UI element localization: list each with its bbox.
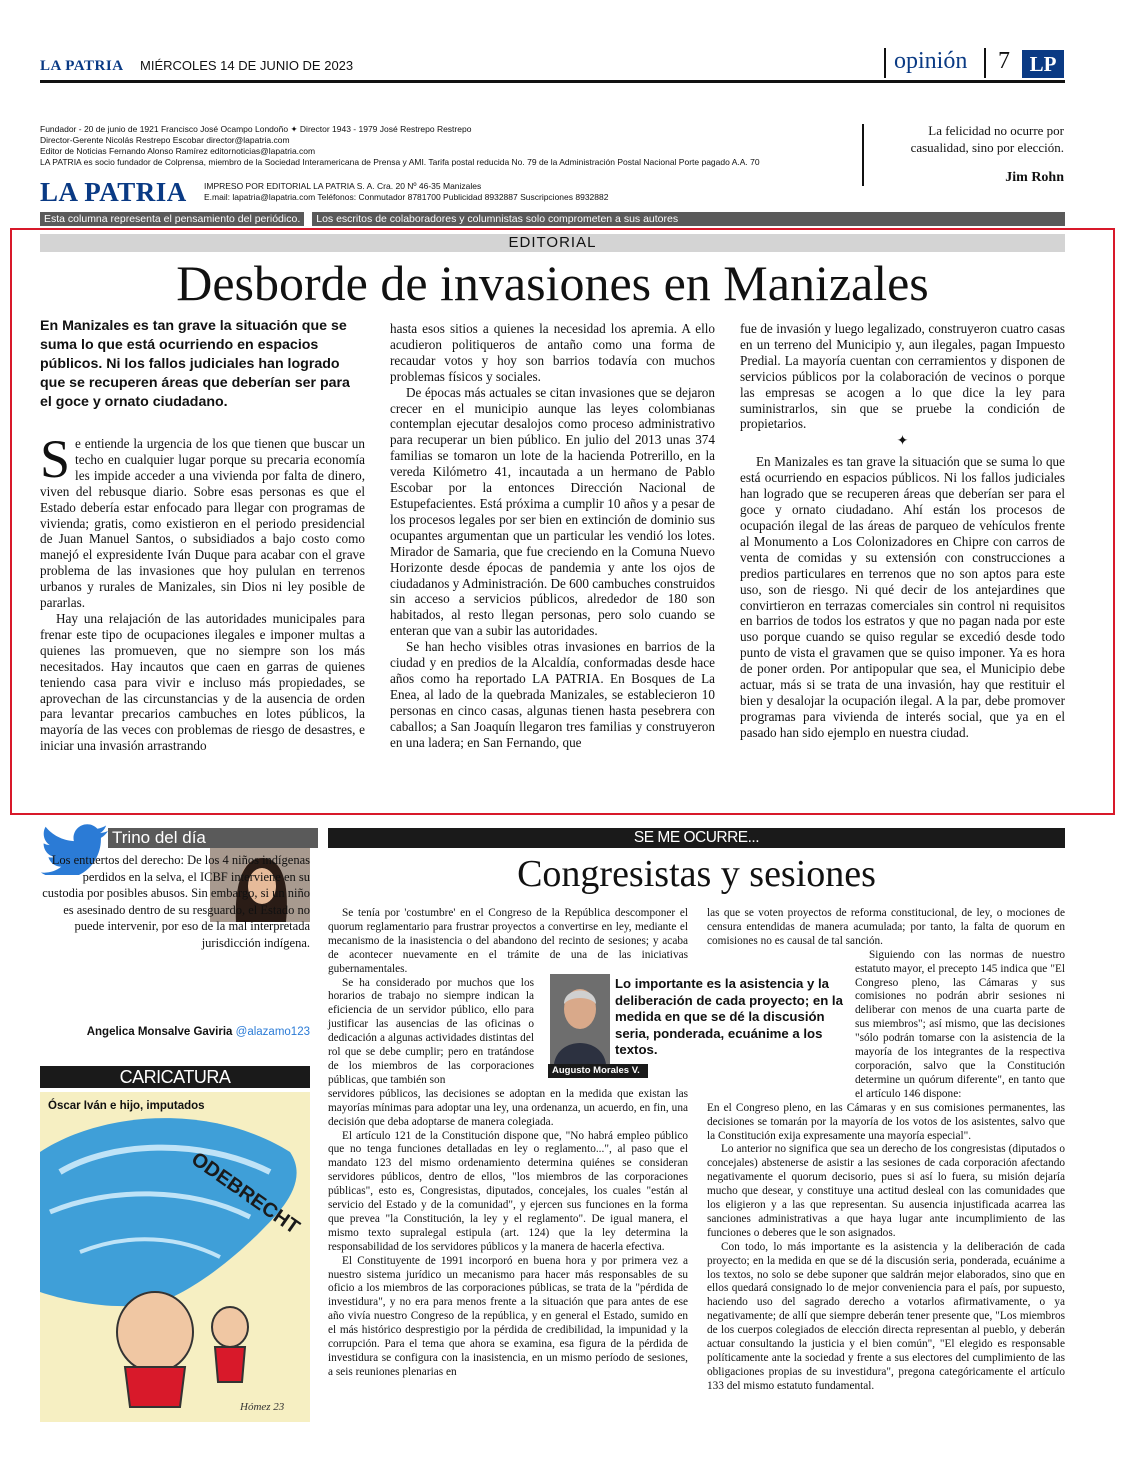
paragraph: servidores públicos, las decisiones se adoptan en la medida que existan las mayorías mínimas para adoptar una ley, una ordenanza, un acuerdo, en fin, una decisión que deba adoptarse de manera colegiada. <box>328 1087 688 1128</box>
caricatura-image <box>40 1092 310 1422</box>
printed-line-2: E.mail: lapatria@lapatria.com Teléfonos: Conmutador 8781700 Publicidad 8932887 Suscripciones 8932882 <box>204 192 609 202</box>
editorial-kicker: EDITORIAL <box>40 234 1065 252</box>
masthead-founders: Fundador - 20 de junio de 1921 Francisco José Ocampo Londoño ✦ Director 1943 - 1979 José Restrepo Restrepo <box>40 124 472 134</box>
trino-author-name: Angelica Monsalve Gaviria <box>86 1026 233 1038</box>
editorial-lead: En Manizales es tan grave la situación que se suma lo que está ocurriendo en espacios públicos. Ni los fallos judiciales han logrado que se recuperen áreas que deberían ser para el goce y ornato ciudadano. <box>40 318 350 410</box>
trino-title: Trino del día <box>108 828 318 848</box>
column-author: Augusto Morales V. <box>548 1064 648 1078</box>
brand-logo: LA PATRIA <box>40 58 124 74</box>
page-number: 7 <box>984 48 1010 78</box>
diamond-divider-icon: ✦ <box>896 434 909 450</box>
lp-badge: LP <box>1022 50 1064 78</box>
paragraph: hasta esos sitios a quienes la necesidad los apremia. A ello acudieron politiqueros de antaño como una forma de recaudar votos y hoy son barrios todavía con muchos problemas físicos y sociales. <box>390 321 715 384</box>
author-photo <box>550 974 610 1064</box>
paragraph: El Constituyente de 1991 incorporó en buena hora y por primera vez a nuestro sistema jurídico un mecanismo para hacer más responsables de su oficio a los miembros de las corporaciones públicas, se trata de la "pérdida de investidura", y no era para menos frente a la situación que para antes de ese año vivía nuestro Congreso de la república, y en general el Estado, sumido en el más histórico desprestigio por la pérdida de credibilidad, la impunidad y la corrupción. Para el tema que ahora se examina, esa figura de la pérdida de investidura se configura con la inasistencia, en un mismo período de sesiones, a seis reuniones plenarias en <box>328 1254 688 1378</box>
disclaimer-right: Los escritos de colaboradores y columnistas solo comprometen a sus autores <box>316 213 679 225</box>
trino-text: Los entuertos del derecho: De los 4 niños indígenas perdidos en la selva, el ICBF interviene en su custodia por posibles abusos. Sin embargo, si un niño es asesinado dentro de su resguardo, el Estado no puede intervenir, por eso de la mal interpretada jurisdicción indígena. <box>42 853 310 950</box>
paragraph: En el Congreso pleno, en las Cámaras y en sus comisiones permanentes, las decisiones se tomarán por la mayoría de los votos de los asistentes, salvo que la Constitución exija expresamente una mayoría especial". <box>707 1101 1065 1142</box>
editorial-column-1 <box>40 429 365 754</box>
trino-author <box>40 1026 310 1038</box>
masthead-editor: Editor de Noticias Fernando Alonso Ramírez editornoticias@lapatria.com <box>40 146 316 156</box>
column-kicker: SE ME OCURRE... <box>328 828 1065 848</box>
editorial-column-2 <box>390 321 715 750</box>
caricatura-caption: Óscar Iván e hijo, imputados <box>48 1100 205 1112</box>
caricatura-wave-text: ODEBRECHT <box>187 1148 304 1239</box>
quote-rule <box>862 124 864 186</box>
header-date: MIÉRCOLES 14 DE JUNIO DE 2023 <box>140 58 354 73</box>
paragraph: Se han hecho visibles otras invasiones en barrios de la ciudad y en predios de la Alcaldía, conformadas desde hace años como ha reportado LA PATRIA. En Bosques de La Enea, al lado de la quebrada Manizales, se establecieron 10 personas en cinco casas, algunas tienen hasta pesebrera con caballos; a San Joaquín llegaron tres familias y construyeron en una ladera; en San Fernando, que <box>390 639 715 750</box>
header-rule <box>40 80 1065 83</box>
disclaimer-left: Esta columna representa el pensamiento del periódico. <box>44 213 301 225</box>
paragraph: fue de invasión y luego legalizado, construyeron cuatro casas en un terreno del Municipio y, aun ilegales, pagan Impuesto Predial. La mayoría cuentan con cerramientos y disponen de servicios públicos por la colaboración de vecinos o porque las empresas se acogen a lo que dice la ley para suministrarlos, sin que se pruebe la condición de propietarios. <box>740 321 1065 432</box>
pull-quote: Lo importante es la asistencia y la deliberación de cada proyecto; en la medida en que se dé la discusión seria, ponderada, ecuánime a los textos. <box>615 976 843 1058</box>
paragraph: El artículo 121 de la Constitución dispone que, "No habrá empleo público que no tenga funciones detalladas en ley o reglamento...", al paso que el mandato 123 del mismo ordenamiento determina quiénes se consideran servidores públicos, dentro de ellos, "los miembros de las corporaciones públicas", esto es, Congresistas, diputados, concejales, los cuales "están al servicio del Estado y de la comunidad", y ejercen sus funciones en la forma que prevea "la Constitución, la ley y el reglamento". De igual manera, el mismo texto supralegal estipula (art. 124) que la ley determina la responsabilidad de los servidores públicos y la manera de hacerla efectiva. <box>328 1129 688 1253</box>
section-label: opinión <box>884 48 967 78</box>
drop-cap: S <box>40 429 71 489</box>
column-headline: Congresistas y sesiones <box>517 853 876 895</box>
caricatura-signature: Hómez 23 <box>240 1401 285 1413</box>
quote-author: Jim Rohn <box>1005 170 1064 185</box>
paragraph: Siguiendo con las normas de nuestro estatuto mayor, el precepto 145 indica que "El Congreso pleno, las Cámaras y sus comisiones no podrán abrir sesiones ni deliberar con menos de una cuarta parte de sus miembros"; así mismo, que las decisiones "sólo podrán tomarse con la asistencia de la mayoría de los integrantes de la respectiva corporación, salvo que la Constitución determine un quórum diferente", en tanto que el artículo 146 dispone: <box>855 948 1065 1100</box>
paragraph: Hay una relajación de las autoridades municipales para frenar este tipo de ocupaciones ilegales e imponer multas a quienes las promueven, que no siempre son los más necesitados. Hay incautos que caen en garras de quienes teniendo casa para vivir e incluso más propiedades, se aprovechan de las circunstancias y de la ausencia de orden para levantar precarios cambuches en lotes públicos, la mayoría de las veces con problemas de riesgo de desastres, e iniciar una invasión arrastrando <box>40 610 365 754</box>
paragraph: De épocas más actuales se citan invasiones que se dejaron crecer en el municipio aunque las leyes colombianas contemplan ejecutar desalojos como proceso administrativo para recuperar un bien público. En julio del 2013 unas 374 familias se tomaron un lote de la hacienda Potrerillo, en la vereda Kilómetro 41, incautada a un hermano de Pablo Escobar por la entonces Dirección Nacional de Estupefacientes. Está próxima a cumplir 10 años y a pesar de los procesos legales por ser bien en extinción de dominio sus ocupantes argumentan que un particular les vendió los lotes. Mirador de Samaria, que fue creciendo en la Comuna Nuevo Horizonte desde épocas de pandemia y ante los ojos de ciudadanos y Administración. De 600 cambuches construidos sin acceso a servicios públicos, alrededor de 180 son habitados, al resto llegan personas, pero solo cuando se enteran que van a subir las autoridades. <box>390 384 715 639</box>
paragraph: e entiende la urgencia de los que tienen que buscar un techo en cualquier lugar porque su precaria economía les impide acceder a una vivienda por falta de dinero, viven del rebusque diario. Sobre esas personas es que el Estado debería estar enfocado para llegar con programas de vivienda; gratis, como existieron en el periodo presidencial de Juan Manuel Santos, o subsidiados a bajo costo como manejó el expresidente Iván Duque para acabar con el grave problema de las invasiones que hoy pululan en terrenos urbanos y rurales de Manizales, sin Dios ni ley posible de pararlas. <box>40 436 365 611</box>
editorial-column-3 <box>740 321 1065 741</box>
printed-line-1: IMPRESO POR EDITORIAL LA PATRIA S. A. Cra. 20 Nº 46-35 Manizales <box>204 181 482 191</box>
editorial-headline: Desborde de invasiones en Manizales <box>176 255 929 311</box>
paragraph: Con todo, lo más importante es la asistencia y la deliberación de cada proyecto; en la medida en que se dé la discusión seria, ponderada, ecuánime a los textos, no solo se debe suponer que saldrán mejor elaborados, sino que en ellos quedará consignado lo de mejor conveniencia para el país, por supuesto, haciendo uso del sagrado derecho a votarlos afirmativamente, o ya negativamente; de allí que siempre deberán tener presente que, "Los miembros de los cuerpos colegiados de elección directa representan al pueblo, y deberán actuar consultando la justicia y el bien común", "El elegido es responsable políticamente ante la sociedad y frente a sus electores del cumplimiento de las obligaciones propias de su investidura", pregona categóricamente el artículo 133 del mismo estatuto fundamental. <box>707 1240 1065 1392</box>
paragraph: Se tenía por 'costumbre' en el Congreso de la República descomponer el quorum reglamentario para frustrar proyectos a convertirse en ley, mediante el mecanismo de la inasistencia o del abandono del recinto de sesiones; y acaba de acontecer nuevamente en el trámite de una de las iniciativas gubernamentales. <box>328 907 688 975</box>
caricatura-title: CARICATURA <box>40 1066 310 1088</box>
masthead-info: LA PATRIA es socio fundador de Colprensa, miembro de la Sociedad Interamericana de Prensa y AMI. Tarifa postal reducida No. 79 de la Administración Postal Nacional Porte pagado A.A. 70 <box>40 157 760 167</box>
quote-text: La felicidad no ocurre por casualidad, sino por elección. <box>910 123 1064 155</box>
paragraph: las que se voten proyectos de reforma constitucional, de ley, o mociones de censura entendidas de manera acumulada; por tanto, la falta de quorum en comisiones no es causal de tal sanción. <box>707 907 1065 947</box>
disclaimer-bar <box>40 212 1065 226</box>
paragraph: Lo anterior no significa que sea un derecho de los congresistas (diputados o concejales) abstenerse de asistir a las sesiones de cada corporación afectando negativamente el quorum decisorio, pues si así lo fuera, su misión dejaría mucho que desear, y constituye una actitud desleal con las comunidades que los eligieron y a las que representan. Su ausencia injustificada acarrea las sanciones administrativas a que haya lugar ante incumplimiento de las funciones o deberes que le son asignados. <box>707 1143 1065 1239</box>
paragraph: En Manizales es tan grave la situación que se suma lo que está ocurriendo en espacios públicos. Ni los fallos judiciales han logrado que se recuperen áreas que deberían ser para el goce y ornato ciudadano. Ahí están los procesos de ocupación ilegal de las áreas de parqueo de vehículos frente al Monumento a Los Colonizadores en Chipre con carros de venta de comidas y su extensión con construcciones a predios particulares en terrenos que no son aptos para este uso, son de riesgo. Ni qué decir de los antejardines que convirtieron en terrazas comerciales sin control ni requisitos en barrios de todos los estratos y que no pagan nada por este uso porque cuando se quiso regular se excedió desde todo punto de vista el gravamen que se quiso imponer. Ya es hora de poner orden. Por antipopular que sea, el Municipio debe actuar, más si se trata de una invasión, hay que restituir el bien y desalojar la ocupación ilegal. A la par, debe promover programas para vivienda de interés social, que ya en el pasado han sido ejemplo en nuestra ciudad. <box>740 454 1065 740</box>
disclaimer-separator <box>304 212 312 226</box>
paragraph: Se ha considerado por muchos que los horarios de trabajo no siempre indican la eficiencia de un servidor público, ello para justificar las ausencias de las oficinas o dedicación a algunas actividades distintas del rol que se debe cumplir; pero en tratándose de los miembros de las corporaciones públicas, que también son <box>328 976 534 1086</box>
masthead-printed-by <box>204 181 764 203</box>
masthead-director: Director-Gerente Nicolás Restrepo Escobar director@lapatria.com <box>40 135 290 145</box>
trino-handle[interactable]: @alazamo123 <box>235 1026 310 1038</box>
masthead-logo: LA PATRIA <box>40 177 187 207</box>
